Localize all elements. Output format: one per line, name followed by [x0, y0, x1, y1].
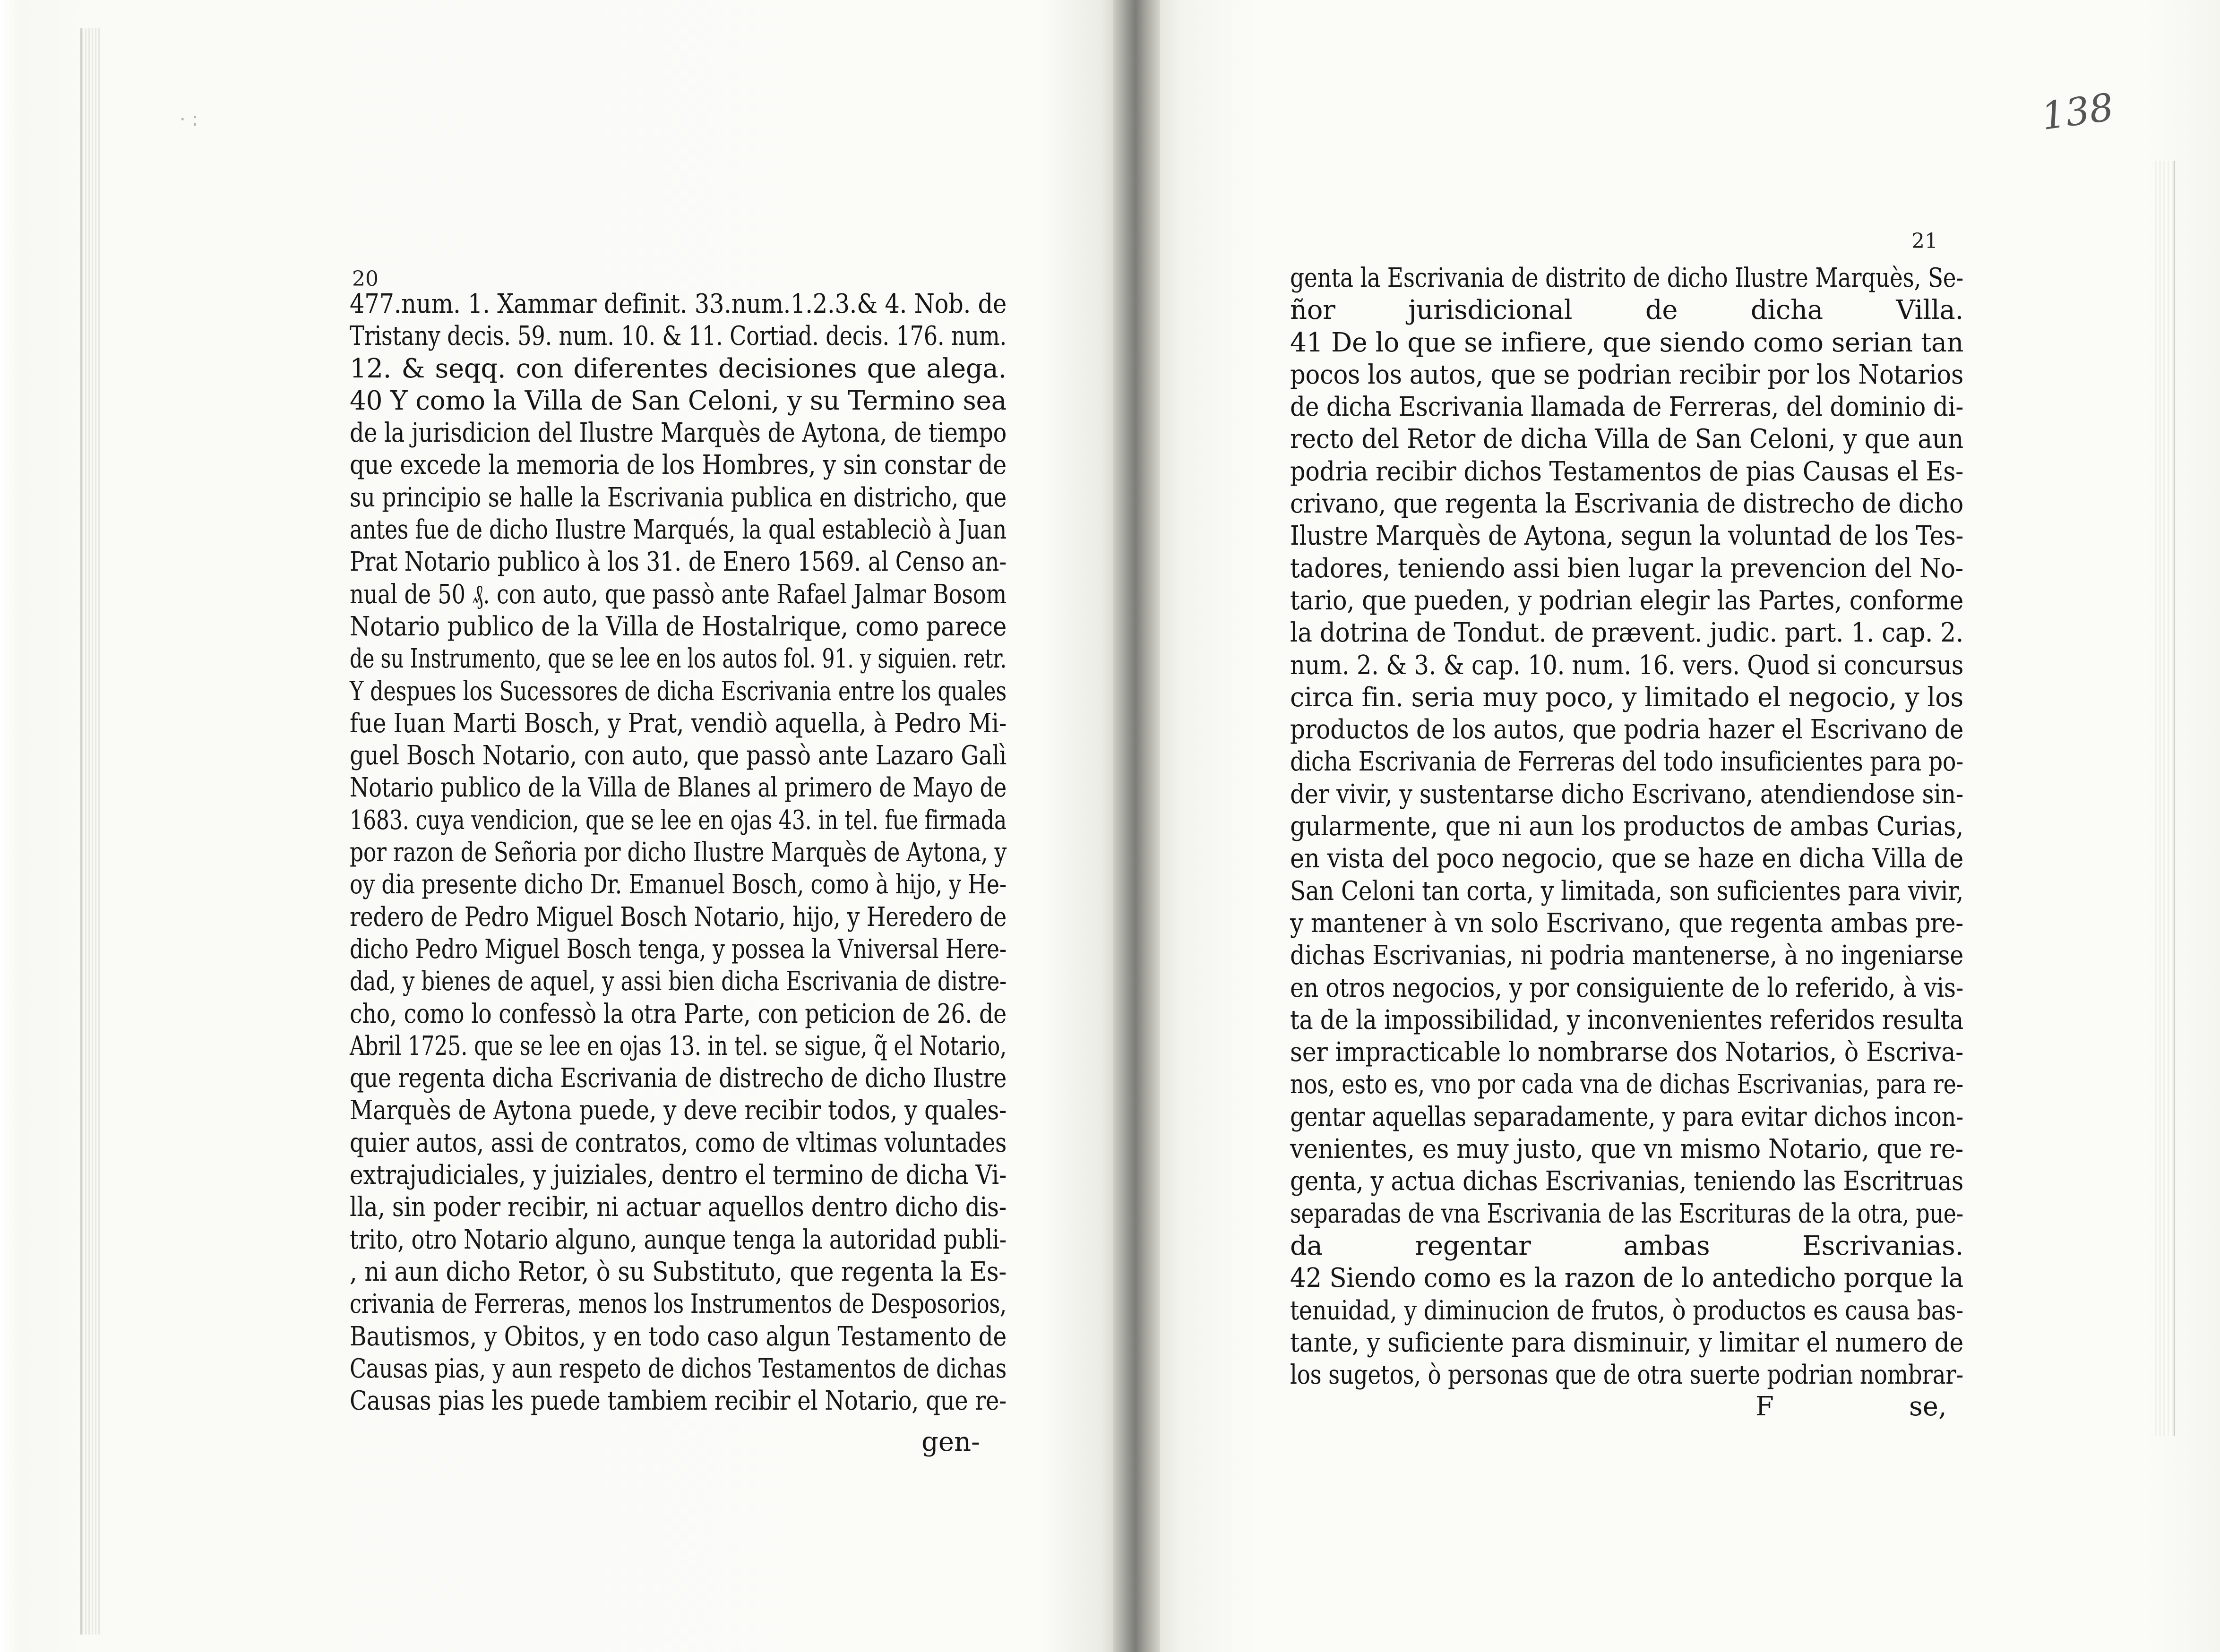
text-line: cho, como lo confessò la otra Parte, con peticion de 26. de	[350, 998, 1007, 1029]
text-line: Causas pias les puede tambiem recibir el Notario, que re-	[350, 1386, 1007, 1417]
right-catchword: se,	[1909, 1391, 1947, 1422]
text-line: tenuidad, y diminucion de frutos, ò productos es causa bas-	[1290, 1295, 1963, 1326]
text-line: y mantener à vn solo Escrivano, que regenta ambas pre-	[1290, 907, 1963, 939]
text-line: Bautismos, y Obitos, y en todo caso algun Testamento de	[350, 1321, 1007, 1352]
right-page-number: 21	[1911, 229, 1938, 253]
text-line: la dotrina de Tondut. de prævent. judic. part. 1. cap. 2.	[1290, 617, 1963, 649]
text-line: tario, que pueden, y podrian elegir las Partes, conforme	[1290, 585, 1963, 616]
text-line: Tristany decis. 59. num. 10. & 11. Cortiad. decis. 176. num.	[350, 321, 1007, 352]
text-line: los sugetos, ò personas que de otra suerte podrian nombrar-	[1290, 1360, 1963, 1391]
text-line: dad, y bienes de aquel, y assi bien dicha Escrivania de distre-	[350, 966, 1007, 997]
text-line: dicho Pedro Miguel Bosch tenga, y possea la Vniversal Here-	[350, 933, 1007, 965]
text-line: num. 2. & 3. & cap. 10. num. 16. vers. Quod si concursus	[1290, 650, 1963, 681]
text-line: podria recibir dichos Testamentos de pias Causas el Es-	[1290, 456, 1963, 487]
book-gutter	[1113, 0, 1160, 1652]
text-line: 12. & seqq. con diferentes decisiones que alega.	[350, 353, 1007, 384]
text-line: en vista del poco negocio, que se haze en dicha Villa de	[1290, 843, 1963, 874]
left-page-number: 20	[352, 267, 379, 291]
text-line: productos de los autos, que podria hazer el Escrivano de	[1290, 714, 1963, 745]
text-line: dichas Escrivanias, ni podria mantenerse, à no ingeniarse	[1290, 940, 1963, 971]
text-line: venientes, es muy justo, que vn mismo Notario, que re-	[1290, 1134, 1963, 1165]
text-line: der vivir, y sustentarse dicho Escrivano, atendiendose sin-	[1290, 779, 1963, 810]
text-line: San Celoni tan corta, y limitada, son suficientes para vivir,	[1290, 875, 1963, 907]
text-line: de dicha Escrivania llamada de Ferreras, del dominio di-	[1290, 392, 1963, 423]
text-line: de su Instrumento, que se lee en los autos fol. 91. y siguien. retr.	[350, 643, 1007, 675]
text-line: tante, y suficiente para disminuir, y limitar el numero de	[1290, 1327, 1963, 1358]
text-line: quier autos, assi de contratos, como de vltimas voluntades	[350, 1127, 1007, 1158]
text-line: fue Iuan Marti Bosch, y Prat, vendiò aquella, à Pedro Mi-	[350, 708, 1007, 739]
text-line: separadas de vna Escrivania de las Escrituras de la otra, pue-	[1290, 1198, 1963, 1229]
text-line: 42 Siendo como es la razon de lo antedicho porque la	[1290, 1263, 1963, 1294]
text-line: trito, otro Notario alguno, aunque tenga la autoridad publi-	[350, 1224, 1007, 1255]
text-line: nos, esto es, vno por cada vna de dichas Escrivanias, para re-	[1290, 1069, 1963, 1100]
text-line: Marquès de Aytona puede, y deve recibir todos, y quales-	[350, 1095, 1007, 1126]
text-line: antes fue de dicho Ilustre Marqués, la qual estableciò à Juan	[350, 514, 1007, 546]
text-line: 40 Y como la Villa de San Celoni, y su Termino sea	[350, 385, 1007, 416]
text-line: nual de 50 ₰. con auto, que passò ante Rafael Jalmar Bosom	[350, 579, 1007, 610]
text-line: 1683. cuya vendicion, que se lee en ojas 43. in tel. fue firmada	[350, 805, 1007, 836]
text-line: genta, y actua dichas Escrivanias, teniendo las Escritruas	[1290, 1166, 1963, 1197]
text-line: en otros negocios, y por consiguiente de lo referido, à vis-	[1290, 972, 1963, 1003]
text-line: gularmente, que ni aun los productos de ambas Curias,	[1290, 811, 1963, 842]
text-line: Abril 1725. que se lee en ojas 13. in tel. se sigue, q̃ el Notario,	[350, 1030, 1007, 1061]
text-line: recto del Retor de dicha Villa de San Celoni, y que aun	[1290, 424, 1963, 455]
text-line: genta la Escrivania de distrito de dicho Ilustre Marquès, Se-	[1290, 263, 1963, 293]
text-line: , ni aun dicho Retor, ò su Substituto, que regenta la Es-	[350, 1256, 1007, 1287]
folio-annotation: 138	[2039, 85, 2117, 139]
right-page-text	[1290, 262, 1963, 1391]
text-line: 477.num. 1. Xammar definit. 33.num.1.2.3.& 4. Nob. de	[350, 289, 1007, 319]
signature-mark: F	[1755, 1391, 1774, 1422]
text-line: oy dia presente dicho Dr. Emanuel Bosch, como à hijo, y He-	[350, 869, 1007, 900]
text-line: lla, sin poder recibir, ni actuar aquellos dentro dicho dis-	[350, 1192, 1007, 1223]
text-line: ta de la impossibilidad, y inconvenientes referidos resulta	[1290, 1004, 1963, 1036]
text-line: gentar aquellas separadamente, y para evitar dichos incon-	[1290, 1101, 1963, 1132]
text-line: tadores, teniendo assi bien lugar la prevencion del No-	[1290, 553, 1963, 584]
text-line: por razon de Señoria por dicho Ilustre Marquès de Aytona, y	[350, 837, 1007, 868]
text-line: 41 De lo que se infiere, que siendo como serian tan	[1290, 327, 1963, 358]
text-line: Ilustre Marquès de Aytona, segun la voluntad de los Tes-	[1290, 521, 1963, 552]
text-line: da regentar ambas Escrivanias.	[1290, 1230, 1963, 1261]
corner-smudge: · :	[180, 109, 198, 130]
text-line: Notario publico de la Villa de Hostalrique, como parece	[350, 611, 1007, 642]
text-line: dicha Escrivania de Ferreras del todo insuficientes para po-	[1290, 746, 1963, 778]
text-line: que excede la memoria de los Hombres, y sin constar de	[350, 450, 1007, 481]
text-line: que regenta dicha Escrivania de distrecho de dicho Ilustre	[350, 1063, 1007, 1094]
text-line: Notario publico de la Villa de Blanes al primero de Mayo de	[350, 772, 1007, 804]
text-line: crivano, que regenta la Escrivania de distrecho de dicho	[1290, 488, 1963, 520]
text-line: pocos los autos, que se podrian recibir por los Notarios	[1290, 359, 1963, 390]
text-line: circa fin. seria muy poco, y limitado el negocio, y los	[1290, 682, 1963, 713]
text-line: Prat Notario publico à los 31. de Enero 1569. al Censo an-	[350, 547, 1007, 578]
text-line: de la jurisdicion del Ilustre Marquès de Aytona, de tiempo	[350, 418, 1007, 449]
text-line: guel Bosch Notario, con auto, que passò ante Lazaro Galì	[350, 740, 1007, 771]
text-line: crivania de Ferreras, menos los Instrumentos de Desposorios,	[350, 1289, 1007, 1320]
text-line: redero de Pedro Miguel Bosch Notario, hijo, y Heredero de	[350, 901, 1007, 933]
text-line: su principio se halle la Escrivania publica en districho, que	[350, 482, 1007, 513]
text-line: Y despues los Sucessores de dicha Escrivania entre los quales	[350, 676, 1007, 707]
left-page-edges	[80, 28, 101, 1635]
left-catchword: gen-	[921, 1427, 980, 1457]
text-line: Causas pias, y aun respeto de dichos Testamentos de dichas	[350, 1353, 1007, 1384]
text-line: extrajudiciales, y juiziales, dentro el termino de dicha Vi-	[350, 1160, 1007, 1191]
text-line: ñor jurisdicional de dicha Villa.	[1290, 295, 1963, 326]
left-page-text	[350, 288, 1007, 1417]
text-line: ser impracticable lo nombrarse dos Notarios, ò Escriva-	[1290, 1037, 1963, 1068]
right-page-edges	[2155, 161, 2175, 1436]
